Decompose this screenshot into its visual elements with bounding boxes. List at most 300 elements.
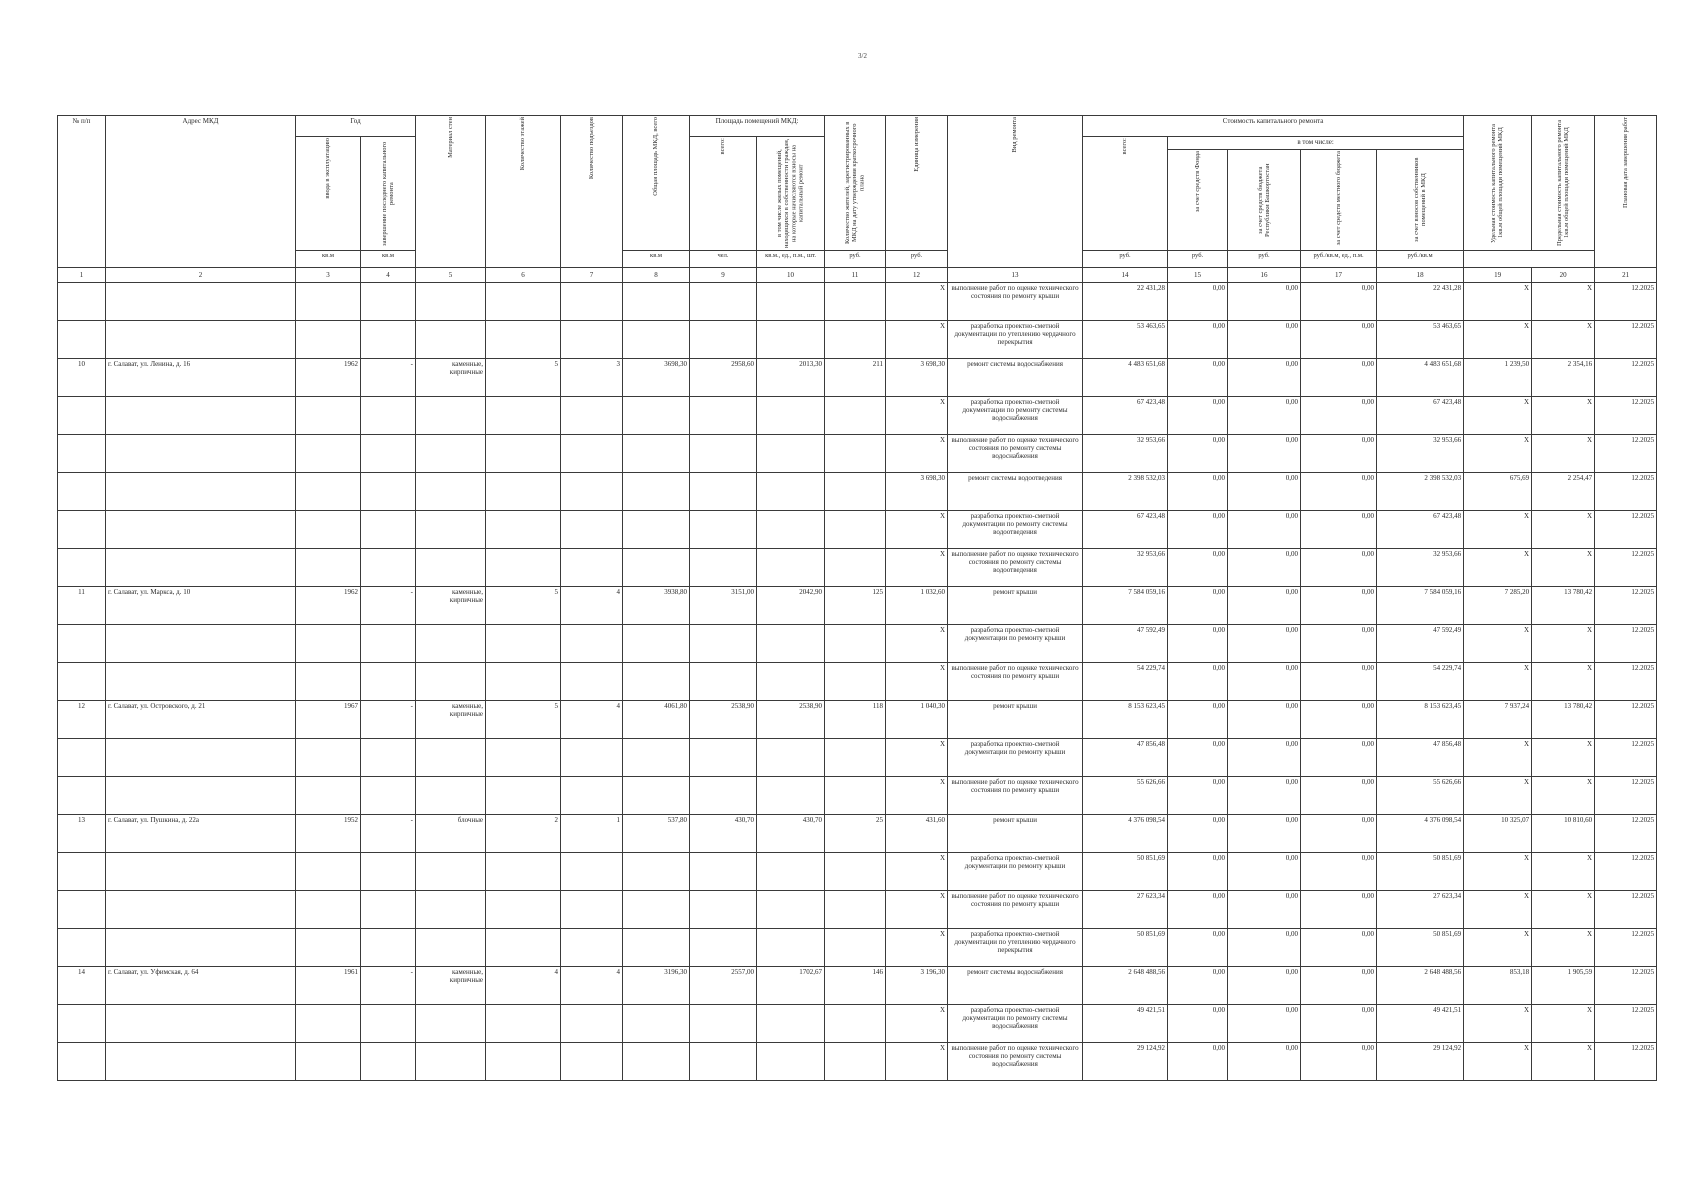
row-cost-fund: 0,00 (1168, 815, 1228, 853)
header-address: Адрес МКД (106, 116, 296, 268)
row-premises-total (690, 473, 757, 511)
row-floors (486, 321, 561, 359)
row-unit: 3 196,30 (886, 967, 948, 1005)
row-year-built: 1962 (296, 359, 361, 397)
row-floors (486, 663, 561, 701)
row-cost-owners: 67 423,48 (1377, 397, 1464, 435)
row-entrances (561, 663, 623, 701)
table-body (58, 268, 1657, 1081)
header-work-type: Вид ремонта (948, 116, 1083, 268)
row-address (106, 1043, 296, 1081)
row-cost-republic: 0,00 (1228, 511, 1301, 549)
row-entrances (561, 321, 623, 359)
row-cost-fund: 0,00 (1168, 397, 1228, 435)
row-year-last-repair (361, 397, 416, 435)
row-cost-fund: 0,00 (1168, 663, 1228, 701)
row-wall-material (416, 739, 486, 777)
row-limit-cost: X (1532, 397, 1595, 435)
column-numbers-row (58, 268, 1657, 283)
row-unit: X (886, 853, 948, 891)
row-residents (825, 321, 886, 359)
row-work-type: ремонт системы водоотведения (948, 473, 1083, 511)
table-row (58, 359, 1657, 397)
row-cost-local: 0,00 (1301, 929, 1377, 967)
row-cost-fund: 0,00 (1168, 891, 1228, 929)
row-cost-total: 2 648 488,56 (1083, 967, 1168, 1005)
row-specific-cost: X (1464, 891, 1532, 929)
row-num (58, 283, 106, 321)
row-planned-date: 12.2025 (1595, 549, 1657, 587)
row-year-last-repair (361, 891, 416, 929)
row-address (106, 891, 296, 929)
column-number: 6 (486, 268, 561, 283)
row-num: 10 (58, 359, 106, 397)
row-residents (825, 511, 886, 549)
row-num (58, 397, 106, 435)
row-premises-owned (757, 1043, 825, 1081)
row-planned-date: 12.2025 (1595, 777, 1657, 815)
row-year-built (296, 739, 361, 777)
row-cost-owners: 47 592,49 (1377, 625, 1464, 663)
row-num: 14 (58, 967, 106, 1005)
row-year-built: 1967 (296, 701, 361, 739)
row-year-last-repair (361, 625, 416, 663)
row-entrances (561, 473, 623, 511)
row-entrances (561, 853, 623, 891)
column-number: 18 (1377, 268, 1464, 283)
row-planned-date: 12.2025 (1595, 967, 1657, 1005)
row-address (106, 473, 296, 511)
row-specific-cost: X (1464, 929, 1532, 967)
header-year-last-repair: завершение последнего капитального ремонта (361, 137, 416, 251)
row-unit: X (886, 435, 948, 473)
row-limit-cost: 13 780,42 (1532, 701, 1595, 739)
row-premises-owned (757, 1005, 825, 1043)
row-specific-cost: X (1464, 853, 1532, 891)
row-residents: 118 (825, 701, 886, 739)
table-row (58, 853, 1657, 891)
row-cost-owners: 27 623,34 (1377, 891, 1464, 929)
row-unit: 431,60 (886, 815, 948, 853)
row-unit: X (886, 283, 948, 321)
row-residents (825, 777, 886, 815)
row-num (58, 739, 106, 777)
row-address: г. Салават, ул. Ленина, д. 16 (106, 359, 296, 397)
row-address (106, 435, 296, 473)
header-residents: Количество жителей, зарегистрированных в МКД на дату утверждения краткосрочного плана (825, 116, 886, 251)
row-entrances (561, 891, 623, 929)
row-cost-local: 0,00 (1301, 701, 1377, 739)
row-wall-material (416, 321, 486, 359)
row-premises-owned (757, 891, 825, 929)
row-num (58, 321, 106, 359)
row-year-built (296, 891, 361, 929)
row-cost-republic: 0,00 (1228, 1005, 1301, 1043)
row-num: 11 (58, 587, 106, 625)
row-cost-fund: 0,00 (1168, 625, 1228, 663)
row-residents (825, 397, 886, 435)
row-premises-owned (757, 777, 825, 815)
row-year-built (296, 283, 361, 321)
row-premises-owned (757, 625, 825, 663)
row-work-type: разработка проектно-сметной документации по утеплению чердачного перекрытия (948, 321, 1083, 359)
row-premises-owned (757, 283, 825, 321)
row-cost-fund: 0,00 (1168, 549, 1228, 587)
row-total-area (623, 853, 690, 891)
row-year-built (296, 1005, 361, 1043)
row-wall-material: блочные (416, 815, 486, 853)
row-cost-republic: 0,00 (1228, 739, 1301, 777)
column-number: 9 (690, 268, 757, 283)
column-number: 8 (623, 268, 690, 283)
row-specific-cost: X (1464, 1043, 1532, 1081)
repair-plan-table (57, 115, 1657, 1081)
row-cost-owners: 32 953,66 (1377, 549, 1464, 587)
row-cost-local: 0,00 (1301, 1005, 1377, 1043)
row-entrances (561, 739, 623, 777)
row-unit: X (886, 397, 948, 435)
row-year-last-repair (361, 321, 416, 359)
row-year-last-repair (361, 473, 416, 511)
row-floors (486, 853, 561, 891)
row-cost-total: 67 423,48 (1083, 397, 1168, 435)
row-premises-owned (757, 473, 825, 511)
row-limit-cost: X (1532, 549, 1595, 587)
row-unit: X (886, 663, 948, 701)
row-cost-republic: 0,00 (1228, 663, 1301, 701)
row-cost-owners: 47 856,48 (1377, 739, 1464, 777)
row-cost-local: 0,00 (1301, 473, 1377, 511)
row-total-area (623, 739, 690, 777)
row-specific-cost: X (1464, 777, 1532, 815)
row-total-area (623, 283, 690, 321)
row-entrances (561, 397, 623, 435)
row-address (106, 777, 296, 815)
row-cost-owners: 67 423,48 (1377, 511, 1464, 549)
row-premises-total (690, 435, 757, 473)
row-cost-republic: 0,00 (1228, 929, 1301, 967)
row-work-type: выполнение работ по оценке технического состояния по ремонту системы водоснабжения (948, 1043, 1083, 1081)
row-premises-owned (757, 739, 825, 777)
row-floors (486, 511, 561, 549)
row-cost-republic: 0,00 (1228, 853, 1301, 891)
row-wall-material (416, 891, 486, 929)
row-cost-fund: 0,00 (1168, 435, 1228, 473)
header-premises: Площадь помещений МКД: (690, 116, 825, 137)
row-address: г. Салават, ул. Островского, д. 21 (106, 701, 296, 739)
table-row (58, 1005, 1657, 1043)
row-premises-owned (757, 663, 825, 701)
row-cost-owners: 50 851,69 (1377, 853, 1464, 891)
row-work-type: разработка проектно-сметной документации по ремонту крыши (948, 739, 1083, 777)
header-limit-cost: Предельная стоимость капитального ремонта 1кв.м общей площади помещений МКД (1532, 116, 1595, 251)
row-num (58, 853, 106, 891)
row-entrances (561, 511, 623, 549)
table-row (58, 967, 1657, 1005)
row-cost-republic: 0,00 (1228, 283, 1301, 321)
column-number: 20 (1532, 268, 1595, 283)
row-premises-total (690, 1043, 757, 1081)
header-unit: Единица измерения (886, 116, 948, 251)
unit-cell: руб. (1228, 251, 1301, 268)
table-row (58, 663, 1657, 701)
row-total-area: 537,80 (623, 815, 690, 853)
row-cost-local: 0,00 (1301, 739, 1377, 777)
row-cost-fund: 0,00 (1168, 473, 1228, 511)
row-total-area (623, 1005, 690, 1043)
row-wall-material (416, 777, 486, 815)
row-limit-cost: X (1532, 929, 1595, 967)
row-cost-local: 0,00 (1301, 891, 1377, 929)
row-cost-owners: 22 431,28 (1377, 283, 1464, 321)
header-incl: в том числе: (1168, 137, 1464, 150)
row-residents (825, 929, 886, 967)
row-num (58, 663, 106, 701)
row-cost-owners: 29 124,92 (1377, 1043, 1464, 1081)
row-floors (486, 397, 561, 435)
row-cost-local: 0,00 (1301, 625, 1377, 663)
row-total-area (623, 891, 690, 929)
row-floors (486, 1043, 561, 1081)
row-entrances (561, 1005, 623, 1043)
row-cost-total: 53 463,65 (1083, 321, 1168, 359)
row-work-type: ремонт крыши (948, 815, 1083, 853)
row-cost-republic: 0,00 (1228, 397, 1301, 435)
row-cost-total: 22 431,28 (1083, 283, 1168, 321)
row-cost-fund: 0,00 (1168, 967, 1228, 1005)
row-work-type: выполнение работ по оценке технического состояния по ремонту крыши (948, 663, 1083, 701)
row-floors (486, 473, 561, 511)
row-work-type: выполнение работ по оценке технического состояния по ремонту крыши (948, 777, 1083, 815)
row-residents: 146 (825, 967, 886, 1005)
row-limit-cost: 10 810,60 (1532, 815, 1595, 853)
row-num: 12 (58, 701, 106, 739)
row-year-last-repair (361, 663, 416, 701)
row-year-built: 1962 (296, 587, 361, 625)
row-floors (486, 625, 561, 663)
row-year-built (296, 777, 361, 815)
row-unit: X (886, 1043, 948, 1081)
row-wall-material (416, 1005, 486, 1043)
row-planned-date: 12.2025 (1595, 321, 1657, 359)
row-num (58, 929, 106, 967)
row-year-built (296, 321, 361, 359)
row-planned-date: 12.2025 (1595, 283, 1657, 321)
row-wall-material (416, 397, 486, 435)
row-premises-total: 2958,60 (690, 359, 757, 397)
row-cost-local: 0,00 (1301, 549, 1377, 587)
row-specific-cost: 10 325,07 (1464, 815, 1532, 853)
row-limit-cost: 2 254,47 (1532, 473, 1595, 511)
row-planned-date: 12.2025 (1595, 929, 1657, 967)
unit-cell: руб. (1168, 251, 1228, 268)
header-floors: Количество этажей (486, 116, 561, 268)
row-floors: 5 (486, 359, 561, 397)
row-cost-total: 50 851,69 (1083, 853, 1168, 891)
row-cost-republic: 0,00 (1228, 815, 1301, 853)
row-cost-fund: 0,00 (1168, 1005, 1228, 1043)
row-entrances (561, 1043, 623, 1081)
row-year-last-repair: - (361, 815, 416, 853)
row-cost-total: 2 398 532,03 (1083, 473, 1168, 511)
row-floors (486, 549, 561, 587)
row-entrances: 4 (561, 967, 623, 1005)
row-work-type: разработка проектно-сметной документации по ремонту крыши (948, 853, 1083, 891)
row-work-type: разработка проектно-сметной документации по ремонту крыши (948, 625, 1083, 663)
row-year-built (296, 549, 361, 587)
row-floors (486, 739, 561, 777)
row-year-last-repair (361, 929, 416, 967)
row-year-last-repair (361, 511, 416, 549)
row-address: г. Салават, ул. Марксa, д. 10 (106, 587, 296, 625)
row-wall-material: каменные, кирпичные (416, 587, 486, 625)
row-residents: 125 (825, 587, 886, 625)
row-work-type: ремонт системы водоснабжения (948, 967, 1083, 1005)
row-cost-republic: 0,00 (1228, 321, 1301, 359)
row-num (58, 473, 106, 511)
row-year-last-repair (361, 853, 416, 891)
row-year-last-repair (361, 435, 416, 473)
row-total-area: 3698,30 (623, 359, 690, 397)
column-number: 4 (361, 268, 416, 283)
row-premises-owned: 2538,90 (757, 701, 825, 739)
row-planned-date: 12.2025 (1595, 739, 1657, 777)
row-planned-date: 12.2025 (1595, 1005, 1657, 1043)
column-number: 1 (58, 268, 106, 283)
row-wall-material (416, 435, 486, 473)
row-address (106, 511, 296, 549)
row-planned-date: 12.2025 (1595, 587, 1657, 625)
column-number: 14 (1083, 268, 1168, 283)
row-cost-total: 32 953,66 (1083, 549, 1168, 587)
row-cost-owners: 32 953,66 (1377, 435, 1464, 473)
row-floors (486, 435, 561, 473)
row-cost-local: 0,00 (1301, 283, 1377, 321)
table-row (58, 777, 1657, 815)
row-address: г. Салават, ул. Пушкина, д. 22а (106, 815, 296, 853)
row-premises-total: 3151,00 (690, 587, 757, 625)
table-header (58, 116, 1657, 268)
row-floors: 2 (486, 815, 561, 853)
row-limit-cost: X (1532, 853, 1595, 891)
row-year-built: 1952 (296, 815, 361, 853)
row-num (58, 891, 106, 929)
row-cost-republic: 0,00 (1228, 701, 1301, 739)
column-number: 21 (1595, 268, 1657, 283)
row-year-last-repair: - (361, 359, 416, 397)
row-specific-cost: 675,69 (1464, 473, 1532, 511)
row-cost-owners: 2 648 488,56 (1377, 967, 1464, 1005)
row-unit: 3 698,30 (886, 359, 948, 397)
unit-cell: кв.м (296, 251, 361, 268)
row-premises-owned: 1702,67 (757, 967, 825, 1005)
row-wall-material (416, 511, 486, 549)
row-cost-fund: 0,00 (1168, 511, 1228, 549)
table-row (58, 283, 1657, 321)
row-cost-fund: 0,00 (1168, 321, 1228, 359)
unit-cell: руб./кв.м (1377, 251, 1464, 268)
row-premises-total (690, 321, 757, 359)
row-total-area (623, 549, 690, 587)
row-premises-owned: 430,70 (757, 815, 825, 853)
row-address (106, 663, 296, 701)
header-cost-group: Стоимость капитального ремонта (1083, 116, 1464, 137)
table-row (58, 891, 1657, 929)
row-cost-republic: 0,00 (1228, 587, 1301, 625)
column-number: 17 (1301, 268, 1377, 283)
row-total-area (623, 663, 690, 701)
row-cost-republic: 0,00 (1228, 625, 1301, 663)
row-work-type: разработка проектно-сметной документации по ремонту системы водоснабжения (948, 397, 1083, 435)
row-floors (486, 283, 561, 321)
column-number: 15 (1168, 268, 1228, 283)
row-floors (486, 1005, 561, 1043)
unit-cell: руб. (1083, 251, 1168, 268)
unit-cell: кв.м., ед., п.м., шт. (757, 251, 825, 268)
row-premises-total: 2557,00 (690, 967, 757, 1005)
row-total-area: 4061,80 (623, 701, 690, 739)
unit-cell: руб./кв.м, ед., п.м. (1301, 251, 1377, 268)
row-work-type: разработка проектно-сметной документации по утеплению чердачного перекрытия (948, 929, 1083, 967)
row-planned-date: 12.2025 (1595, 359, 1657, 397)
row-entrances (561, 625, 623, 663)
column-number: 10 (757, 268, 825, 283)
row-limit-cost: 13 780,42 (1532, 587, 1595, 625)
row-cost-local: 0,00 (1301, 359, 1377, 397)
row-unit: 3 698,30 (886, 473, 948, 511)
row-premises-total (690, 777, 757, 815)
row-year-last-repair (361, 1005, 416, 1043)
row-premises-total (690, 511, 757, 549)
column-number: 11 (825, 268, 886, 283)
row-specific-cost: X (1464, 435, 1532, 473)
row-num (58, 1005, 106, 1043)
row-premises-owned: 2042,90 (757, 587, 825, 625)
row-residents: 25 (825, 815, 886, 853)
row-cost-total: 29 124,92 (1083, 1043, 1168, 1081)
header-cost-local: за счет средств местного бюджета (1301, 150, 1377, 251)
row-cost-owners: 50 851,69 (1377, 929, 1464, 967)
row-cost-fund: 0,00 (1168, 283, 1228, 321)
row-unit: X (886, 739, 948, 777)
row-cost-total: 4 483 651,68 (1083, 359, 1168, 397)
row-planned-date: 12.2025 (1595, 663, 1657, 701)
column-number: 12 (886, 268, 948, 283)
row-planned-date: 12.2025 (1595, 815, 1657, 853)
row-limit-cost: X (1532, 739, 1595, 777)
row-specific-cost: X (1464, 549, 1532, 587)
row-premises-owned: 2013,30 (757, 359, 825, 397)
row-specific-cost: X (1464, 397, 1532, 435)
column-number: 16 (1228, 268, 1301, 283)
row-year-last-repair (361, 283, 416, 321)
row-premises-owned (757, 549, 825, 587)
row-cost-fund: 0,00 (1168, 739, 1228, 777)
row-year-built (296, 435, 361, 473)
row-wall-material (416, 663, 486, 701)
row-premises-total (690, 853, 757, 891)
table-row (58, 701, 1657, 739)
row-total-area (623, 321, 690, 359)
table-row (58, 929, 1657, 967)
row-cost-owners: 55 626,66 (1377, 777, 1464, 815)
row-premises-total (690, 549, 757, 587)
row-premises-owned (757, 397, 825, 435)
row-work-type: ремонт системы водоснабжения (948, 359, 1083, 397)
row-year-last-repair (361, 777, 416, 815)
row-cost-total: 55 626,66 (1083, 777, 1168, 815)
row-residents (825, 435, 886, 473)
